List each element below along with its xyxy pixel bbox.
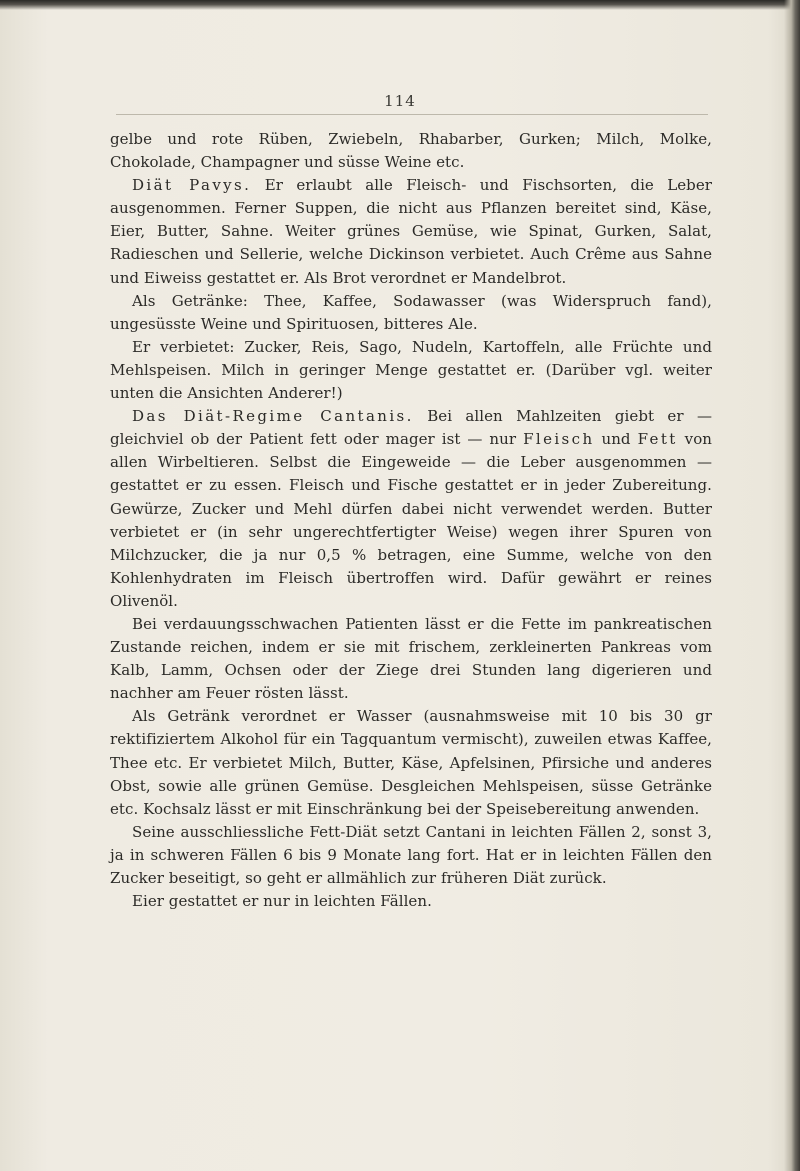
paragraph-8 <box>110 821 712 890</box>
paragraph-1-text: gelbe und rote Rüben, Zwiebeln, Rhabarber, Gurken; Milch, Molke, Chokolade, Champagner und süsse Weine etc. <box>110 130 712 172</box>
paragraph-5-lead: Das Diät-Regime Cantanis. <box>132 407 414 426</box>
paragraph-4 <box>110 336 712 405</box>
paragraph-2 <box>110 174 712 289</box>
paragraph-9-text: Eier gestattet er nur in leichten Fällen. <box>132 892 432 911</box>
paragraph-1 <box>110 128 712 174</box>
paragraph-6 <box>110 613 712 705</box>
scan-top-edge <box>0 0 800 10</box>
paragraph-2-lead: Diät Pavys. <box>132 176 252 195</box>
paragraph-3 <box>110 290 712 336</box>
paragraph-8-text: Seine ausschliessliche Fett-Diät setzt Cantani in leichten Fällen 2, sonst 3, ja in schweren Fällen 6 bis 9 Monate lang fort. Hat er in leichten Fällen den Zucker beseitigt, so geht er allmählich zur früheren Diät zurück. <box>110 822 712 887</box>
body-text <box>110 128 712 913</box>
header-rule <box>116 114 708 115</box>
scan-right-edge <box>784 0 800 1171</box>
paragraph-3-text: Als Getränke: Thee, Kaffee, Sodawasser (was Widerspruch fand), ungesüsste Weine und Spirituosen, bitteres Ale. <box>110 291 712 333</box>
paragraph-9 <box>110 890 712 913</box>
paragraph-5-emphasis-fleisch: Fleisch <box>523 430 595 449</box>
paragraph-7-text: Als Getränk verordnet er Wasser (ausnahmsweise mit 10 bis 30 gr rektifiziertem Alkohol für ein Tagquantum vermischt), zuweilen etwas Kaffee, Thee etc. Er verbietet Milch, Butter, Käse, Apfelsinen, Pfirsiche und anderes Obst, sowie alle grünen Gemüse. Desgleichen Mehlspeisen, süsse Getränke etc. Kochsalz lässt er mit Einschränkung bei der Speisebereitung anwenden. <box>110 707 712 818</box>
page-number: 114 <box>384 92 416 110</box>
paragraph-5-emphasis-fett: Fett <box>637 430 678 449</box>
paragraph-5-part-2: und <box>594 430 638 449</box>
paragraph-5 <box>110 405 712 613</box>
paragraph-4-text: Er verbietet: Zucker, Reis, Sago, Nudeln, Kartoffeln, alle Früchte und Mehlspeisen. Milch in geringer Menge gestattet er. (Darüber vgl. weiter unten die Ansichten Anderer!) <box>110 337 712 403</box>
paragraph-5-part-1: Bei allen Mahlzeiten giebt er — gleichviel ob der Patient fett oder mager ist — nur <box>110 407 712 449</box>
paragraph-6-text: Bei verdauungsschwachen Patienten lässt er die Fette im pankreatischen Zustande reichen, indem er sie mit frischem, zerkleinerten Pankreas vom Kalb, Lamm, Ochsen oder der Ziege drei Stunden lang digerieren und nachher am Feuer rösten lässt. <box>110 614 712 703</box>
paragraph-2-text: Er erlaubt alle Fleisch- und Fischsorten, die Leber ausgenommen. Ferner Suppen, die nicht aus Pflanzen bereitet sind, Käse, Eier, Butter, Sahne. Weiter grünes Gemüse, wie Spinat, Gurken, Salat, Radieschen und Sellerie, welche Dickinson verbietet. Auch Crême aus Sahne und Eiweiss gestattet er. Als Brot verordnet er Mandelbrot. <box>110 176 712 287</box>
paragraph-5-part-3: von allen Wirbeltieren. Selbst die Eingeweide — die Leber ausgenommen — gestattet er zu essen. Fleisch und Fische gestattet er in jeder Zubereitung. Gewürze, Zucker und Mehl dürfen dabei nicht verwendet werden. Butter verbietet er (in sehr ungerechtfertigter Weise) wegen ihrer Spuren von Milchzucker, die ja nur 0,5 % betragen, eine Summe, welche von den Kohlenhydraten im Fleisch übertroffen wird. Dafür gewährt er reines Olivenöl. <box>110 430 712 610</box>
paragraph-7 <box>110 705 712 820</box>
